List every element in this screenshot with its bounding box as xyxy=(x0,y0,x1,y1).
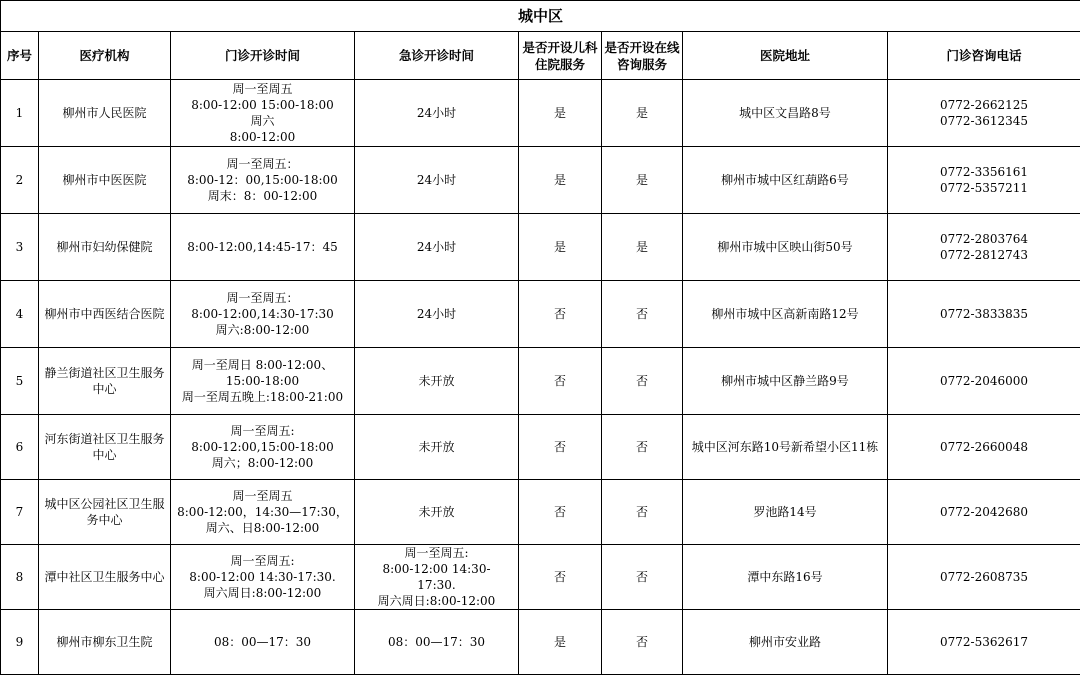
table-row xyxy=(1,348,1080,415)
phone-number: 0772-2046000 xyxy=(888,348,1080,415)
online-consult: 否 xyxy=(602,348,683,415)
outpatient-hours: 08：00—17：30 xyxy=(171,610,355,675)
institution-name: 河东街道社区卫生服务中心 xyxy=(39,415,171,480)
institution-name: 柳州市中西医结合医院 xyxy=(39,281,171,348)
phone-number: 0772-2608735 xyxy=(888,545,1080,610)
phone-number: 0772-2042680 xyxy=(888,480,1080,545)
online-consult: 否 xyxy=(602,415,683,480)
table-row xyxy=(1,147,1080,214)
outpatient-hours: 周一至周五: 8:00-12:00 14:30-17:30. 周六周日:8:00-12:00 xyxy=(171,545,355,610)
hospital-address: 柳州市城中区高新南路12号 xyxy=(683,281,888,348)
outpatient-hours: 周一至周五 8:00-12:00 15:00-18:00 周六 8:00-12:00 xyxy=(171,80,355,147)
phone-number: 0772-5362617 xyxy=(888,610,1080,675)
emergency-hours: 未开放 xyxy=(355,480,519,545)
emergency-hours: 未开放 xyxy=(355,415,519,480)
pediatric-inpatient: 否 xyxy=(519,281,602,348)
header-cell: 是否开设在线咨询服务 xyxy=(602,32,683,80)
outpatient-hours: 8:00-12:00,14:45-17：45 xyxy=(171,214,355,281)
row-number: 6 xyxy=(1,415,39,480)
online-consult: 否 xyxy=(602,545,683,610)
pediatric-inpatient: 是 xyxy=(519,610,602,675)
header-cell: 医疗机构 xyxy=(39,32,171,80)
row-number: 5 xyxy=(1,348,39,415)
row-number: 4 xyxy=(1,281,39,348)
hospital-address: 潭中东路16号 xyxy=(683,545,888,610)
table-row xyxy=(1,415,1080,480)
phone-number: 0772-3356161 0772-5357211 xyxy=(888,147,1080,214)
header-cell: 急诊开诊时间 xyxy=(355,32,519,80)
outpatient-hours: 周一至周五： 8:00-12:00,14:30-17:30 周六:8:00-12:00 xyxy=(171,281,355,348)
emergency-hours: 未开放 xyxy=(355,348,519,415)
emergency-hours: 24小时 xyxy=(355,214,519,281)
table-title: 城中区 xyxy=(1,1,1080,32)
pediatric-inpatient: 否 xyxy=(519,480,602,545)
pediatric-inpatient: 是 xyxy=(519,214,602,281)
hospital-address: 柳州市城中区映山街50号 xyxy=(683,214,888,281)
pediatric-inpatient: 否 xyxy=(519,415,602,480)
outpatient-hours: 周一至周五 8:00-12:00，14:30—17:30， 周六、日8:00-12:00 xyxy=(171,480,355,545)
row-number: 9 xyxy=(1,610,39,675)
row-number: 1 xyxy=(1,80,39,147)
pediatric-inpatient: 是 xyxy=(519,80,602,147)
row-number: 7 xyxy=(1,480,39,545)
institution-name: 柳州市人民医院 xyxy=(39,80,171,147)
hospital-address: 城中区河东路10号新希望小区11栋 xyxy=(683,415,888,480)
phone-number: 0772-3833835 xyxy=(888,281,1080,348)
header-cell: 序号 xyxy=(1,32,39,80)
institution-name: 潭中社区卫生服务中心 xyxy=(39,545,171,610)
emergency-hours: 24小时 xyxy=(355,147,519,214)
hospital-address: 柳州市安业路 xyxy=(683,610,888,675)
outpatient-hours: 周一至周五： 8:00-12：00,15:00-18:00 周末：8：00-12:00 xyxy=(171,147,355,214)
online-consult: 是 xyxy=(602,80,683,147)
emergency-hours: 24小时 xyxy=(355,80,519,147)
online-consult: 否 xyxy=(602,610,683,675)
hospital-address: 柳州市城中区静兰路9号 xyxy=(683,348,888,415)
institution-name: 柳州市柳东卫生院 xyxy=(39,610,171,675)
pediatric-inpatient: 否 xyxy=(519,545,602,610)
header-row xyxy=(1,32,1080,80)
row-number: 3 xyxy=(1,214,39,281)
emergency-hours: 周一至周五: 8:00-12:00 14:30- 17:30. 周六周日:8:00-12:00 xyxy=(355,545,519,610)
table-row xyxy=(1,480,1080,545)
institution-name: 城中区公园社区卫生服务中心 xyxy=(39,480,171,545)
row-number: 8 xyxy=(1,545,39,610)
header-cell: 门诊开诊时间 xyxy=(171,32,355,80)
outpatient-hours: 周一至周日 8:00-12:00、 15:00-18:00 周一至周五晚上:18:00-21:00 xyxy=(171,348,355,415)
online-consult: 是 xyxy=(602,147,683,214)
phone-number: 0772-2660048 xyxy=(888,415,1080,480)
table-row xyxy=(1,281,1080,348)
table-row xyxy=(1,80,1080,147)
header-cell: 医院地址 xyxy=(683,32,888,80)
emergency-hours: 08：00—17：30 xyxy=(355,610,519,675)
hospital-address: 罗池路14号 xyxy=(683,480,888,545)
table-row xyxy=(1,214,1080,281)
online-consult: 否 xyxy=(602,480,683,545)
row-number: 2 xyxy=(1,147,39,214)
online-consult: 否 xyxy=(602,281,683,348)
phone-number: 0772-2803764 0772-2812743 xyxy=(888,214,1080,281)
table-row xyxy=(1,545,1080,610)
table-row xyxy=(1,610,1080,675)
institution-name: 柳州市中医医院 xyxy=(39,147,171,214)
online-consult: 是 xyxy=(602,214,683,281)
emergency-hours: 24小时 xyxy=(355,281,519,348)
institution-name: 柳州市妇幼保健院 xyxy=(39,214,171,281)
pediatric-inpatient: 否 xyxy=(519,348,602,415)
institution-name: 静兰街道社区卫生服务中心 xyxy=(39,348,171,415)
header-cell: 门诊咨询电话 xyxy=(888,32,1080,80)
hospital-address: 城中区文昌路8号 xyxy=(683,80,888,147)
pediatric-inpatient: 是 xyxy=(519,147,602,214)
hospital-address: 柳州市城中区红葫路6号 xyxy=(683,147,888,214)
outpatient-hours: 周一至周五: 8:00-12:00,15:00-18:00 周六；8:00-12:00 xyxy=(171,415,355,480)
header-cell: 是否开设儿科住院服务 xyxy=(519,32,602,80)
phone-number: 0772-2662125 0772-3612345 xyxy=(888,80,1080,147)
